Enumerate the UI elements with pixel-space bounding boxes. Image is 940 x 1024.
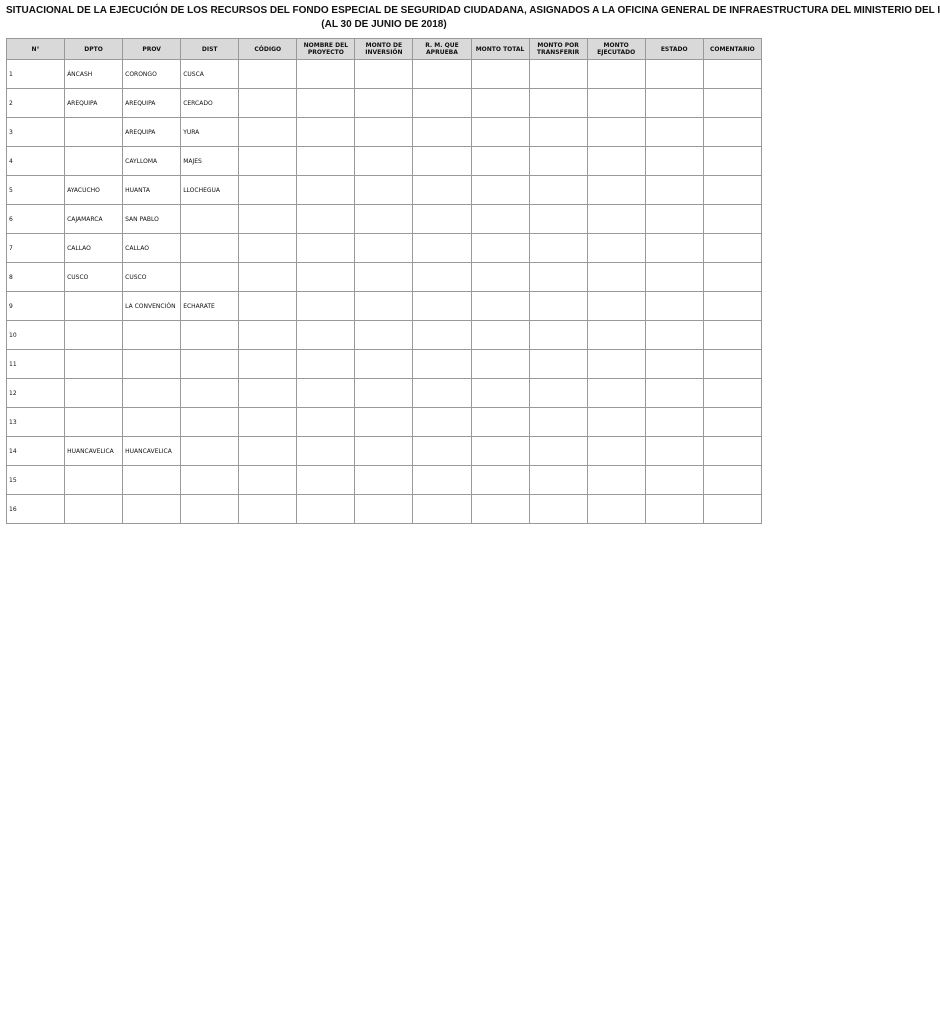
cell — [587, 89, 645, 118]
table-row — [7, 379, 762, 408]
table-row — [7, 350, 762, 379]
cell — [529, 292, 587, 321]
cell — [355, 495, 413, 524]
cell — [645, 205, 703, 234]
cell — [239, 263, 297, 292]
cell — [529, 205, 587, 234]
cell-prov — [123, 379, 181, 408]
cell — [703, 263, 761, 292]
cell — [239, 118, 297, 147]
table-row — [7, 466, 762, 495]
cell — [645, 263, 703, 292]
cell-prov: SAN PABLO — [123, 205, 181, 234]
cell-dist — [181, 466, 239, 495]
cell — [645, 321, 703, 350]
cell-prov — [123, 408, 181, 437]
cell — [239, 466, 297, 495]
cell-prov: AREQUIPA — [123, 118, 181, 147]
cell — [471, 408, 529, 437]
cell — [413, 89, 471, 118]
cell-dist — [181, 437, 239, 466]
table-row — [7, 147, 762, 176]
table-row — [7, 205, 762, 234]
cell — [413, 292, 471, 321]
col-header: COMENTARIO — [703, 39, 761, 60]
cell — [297, 379, 355, 408]
cell-dist: LLOCHEGUA — [181, 176, 239, 205]
cell — [471, 466, 529, 495]
cell-dpto — [65, 321, 123, 350]
col-header: CÓDIGO — [239, 39, 297, 60]
cell — [471, 379, 529, 408]
cell-n: 7 — [7, 234, 65, 263]
cell — [413, 118, 471, 147]
cell-dist — [181, 495, 239, 524]
cell — [239, 408, 297, 437]
cell — [645, 437, 703, 466]
table-row — [7, 495, 762, 524]
cell — [645, 350, 703, 379]
cell — [239, 205, 297, 234]
col-header: ESTADO — [645, 39, 703, 60]
cell — [529, 437, 587, 466]
table-row — [7, 118, 762, 147]
cell-dpto — [65, 379, 123, 408]
cell-n: 16 — [7, 495, 65, 524]
cell — [529, 466, 587, 495]
cell-dist: CUSCA — [181, 60, 239, 89]
cell — [471, 176, 529, 205]
cell — [587, 118, 645, 147]
cell — [645, 292, 703, 321]
cell — [703, 118, 761, 147]
cell — [703, 205, 761, 234]
cell — [703, 176, 761, 205]
cell — [471, 350, 529, 379]
execution-table — [6, 38, 762, 524]
cell — [297, 118, 355, 147]
col-header: MONTO DE INVERSIÓN — [355, 39, 413, 60]
cell — [355, 176, 413, 205]
cell — [645, 176, 703, 205]
cell — [529, 379, 587, 408]
cell — [703, 234, 761, 263]
table-row — [7, 408, 762, 437]
cell — [355, 321, 413, 350]
cell — [703, 60, 761, 89]
cell-n: 5 — [7, 176, 65, 205]
cell-prov: HUANTA — [123, 176, 181, 205]
cell-n: 10 — [7, 321, 65, 350]
cell — [413, 234, 471, 263]
cell — [529, 350, 587, 379]
cell — [355, 89, 413, 118]
cell — [471, 89, 529, 118]
col-header: DPTO — [65, 39, 123, 60]
cell — [587, 495, 645, 524]
cell-n: 2 — [7, 89, 65, 118]
cell — [297, 176, 355, 205]
cell — [239, 379, 297, 408]
cell — [471, 147, 529, 176]
table-row — [7, 263, 762, 292]
cell-dist — [181, 205, 239, 234]
cell — [239, 147, 297, 176]
cell-n: 13 — [7, 408, 65, 437]
cell — [297, 495, 355, 524]
col-header: MONTO POR TRANSFERIR — [529, 39, 587, 60]
cell-n: 8 — [7, 263, 65, 292]
cell — [355, 408, 413, 437]
cell — [645, 379, 703, 408]
cell — [703, 147, 761, 176]
cell-n: 4 — [7, 147, 65, 176]
cell — [355, 350, 413, 379]
report-title: SITUACIONAL DE LA EJECUCIÓN DE LOS RECURSOS DEL FONDO ESPECIAL DE SEGURIDAD CIUDADANA, ASIGNADOS A LA OFICINA GENERAL DE INFRAESTRUCTURA DEL MINISTERIO DEL I — [6, 5, 940, 16]
table-row — [7, 234, 762, 263]
cell — [529, 321, 587, 350]
cell-prov: CUSCO — [123, 263, 181, 292]
cell — [413, 321, 471, 350]
cell-n: 3 — [7, 118, 65, 147]
cell-dpto — [65, 118, 123, 147]
cell — [529, 89, 587, 118]
cell — [413, 408, 471, 437]
col-header: NOMBRE DEL PROYECTO — [297, 39, 355, 60]
cell — [529, 60, 587, 89]
cell — [355, 147, 413, 176]
cell — [297, 89, 355, 118]
cell — [471, 205, 529, 234]
cell — [703, 379, 761, 408]
cell — [471, 437, 529, 466]
cell — [297, 234, 355, 263]
cell-dpto: CAJAMARCA — [65, 205, 123, 234]
cell — [239, 292, 297, 321]
cell — [297, 147, 355, 176]
cell-dist — [181, 321, 239, 350]
cell-dist: ECHARATE — [181, 292, 239, 321]
table-row — [7, 89, 762, 118]
cell — [703, 350, 761, 379]
cell — [239, 176, 297, 205]
cell-prov: CORONGO — [123, 60, 181, 89]
cell-prov: HUANCAVELICA — [123, 437, 181, 466]
cell — [297, 263, 355, 292]
cell — [645, 234, 703, 263]
cell — [587, 176, 645, 205]
cell — [529, 263, 587, 292]
col-header: MONTO EJECUTADO — [587, 39, 645, 60]
col-header: N° — [7, 39, 65, 60]
cell-dpto: CALLAO — [65, 234, 123, 263]
cell — [239, 89, 297, 118]
cell — [587, 466, 645, 495]
cell-n: 9 — [7, 292, 65, 321]
cell — [355, 437, 413, 466]
col-header: PROV — [123, 39, 181, 60]
cell — [297, 408, 355, 437]
cell-prov: LA CONVENCIÓN — [123, 292, 181, 321]
cell — [645, 408, 703, 437]
cell-dist: YURA — [181, 118, 239, 147]
cell — [297, 60, 355, 89]
cell-dist: MAJES — [181, 147, 239, 176]
cell — [703, 495, 761, 524]
cell-dist: CERCADO — [181, 89, 239, 118]
cell — [239, 350, 297, 379]
cell — [355, 60, 413, 89]
table-header-row — [7, 39, 762, 60]
cell — [587, 437, 645, 466]
cell-dpto: HUANCAVELICA — [65, 437, 123, 466]
col-header: R. M. QUE APRUEBA — [413, 39, 471, 60]
cell — [587, 292, 645, 321]
cell — [471, 118, 529, 147]
cell-n: 14 — [7, 437, 65, 466]
cell — [529, 408, 587, 437]
cell-prov — [123, 350, 181, 379]
cell-prov — [123, 495, 181, 524]
cell — [355, 205, 413, 234]
cell — [645, 60, 703, 89]
cell — [645, 495, 703, 524]
cell — [355, 234, 413, 263]
cell — [413, 147, 471, 176]
cell — [239, 60, 297, 89]
cell — [413, 437, 471, 466]
cell-dpto: AREQUIPA — [65, 89, 123, 118]
cell — [587, 263, 645, 292]
col-header: DIST — [181, 39, 239, 60]
cell — [529, 147, 587, 176]
cell-n: 1 — [7, 60, 65, 89]
cell-dist — [181, 263, 239, 292]
cell — [471, 321, 529, 350]
col-header: MONTO TOTAL — [471, 39, 529, 60]
cell — [297, 321, 355, 350]
cell-n: 11 — [7, 350, 65, 379]
table-row — [7, 176, 762, 205]
cell — [239, 234, 297, 263]
cell-n: 12 — [7, 379, 65, 408]
cell-dpto — [65, 292, 123, 321]
cell — [587, 350, 645, 379]
cell-dpto: AYACUCHO — [65, 176, 123, 205]
cell — [471, 263, 529, 292]
cell — [413, 60, 471, 89]
table-row — [7, 60, 762, 89]
cell — [413, 263, 471, 292]
cell — [587, 408, 645, 437]
cell — [355, 379, 413, 408]
cell — [529, 234, 587, 263]
cell — [297, 437, 355, 466]
cell — [413, 495, 471, 524]
cell — [355, 292, 413, 321]
cell — [529, 495, 587, 524]
cell-dpto — [65, 350, 123, 379]
cell — [239, 437, 297, 466]
cell — [645, 466, 703, 495]
cell — [413, 350, 471, 379]
cell — [587, 147, 645, 176]
cell — [471, 292, 529, 321]
cell-dpto — [65, 466, 123, 495]
report-subtitle: (AL 30 DE JUNIO DE 2018) — [321, 19, 447, 30]
cell — [413, 176, 471, 205]
cell — [355, 466, 413, 495]
cell-prov — [123, 466, 181, 495]
cell-prov: CAYLLOMA — [123, 147, 181, 176]
table-row — [7, 321, 762, 350]
cell-prov — [123, 321, 181, 350]
cell — [239, 321, 297, 350]
cell — [587, 321, 645, 350]
cell-dpto — [65, 495, 123, 524]
cell — [587, 60, 645, 89]
cell — [587, 234, 645, 263]
cell-dpto: ÁNCASH — [65, 60, 123, 89]
cell — [645, 89, 703, 118]
cell-n: 6 — [7, 205, 65, 234]
cell — [355, 263, 413, 292]
cell — [703, 292, 761, 321]
cell — [703, 321, 761, 350]
cell-dist — [181, 234, 239, 263]
cell-dpto: CUSCO — [65, 263, 123, 292]
cell-prov: CALLAO — [123, 234, 181, 263]
cell — [703, 466, 761, 495]
cell — [413, 466, 471, 495]
cell — [645, 118, 703, 147]
cell — [587, 379, 645, 408]
cell — [355, 118, 413, 147]
cell — [703, 437, 761, 466]
cell — [297, 205, 355, 234]
cell — [471, 234, 529, 263]
cell — [703, 89, 761, 118]
cell — [239, 495, 297, 524]
cell — [529, 118, 587, 147]
cell — [471, 495, 529, 524]
table-body — [7, 60, 762, 524]
cell-dpto — [65, 147, 123, 176]
cell-n: 15 — [7, 466, 65, 495]
table-row — [7, 292, 762, 321]
cell-prov: AREQUIPA — [123, 89, 181, 118]
cell — [645, 147, 703, 176]
cell-dist — [181, 408, 239, 437]
cell-dist — [181, 350, 239, 379]
table-row — [7, 437, 762, 466]
cell — [529, 176, 587, 205]
cell — [297, 292, 355, 321]
cell — [297, 350, 355, 379]
cell — [413, 205, 471, 234]
cell — [471, 60, 529, 89]
cell — [703, 408, 761, 437]
cell-dpto — [65, 408, 123, 437]
cell-dist — [181, 379, 239, 408]
cell — [413, 379, 471, 408]
cell — [587, 205, 645, 234]
cell — [297, 466, 355, 495]
